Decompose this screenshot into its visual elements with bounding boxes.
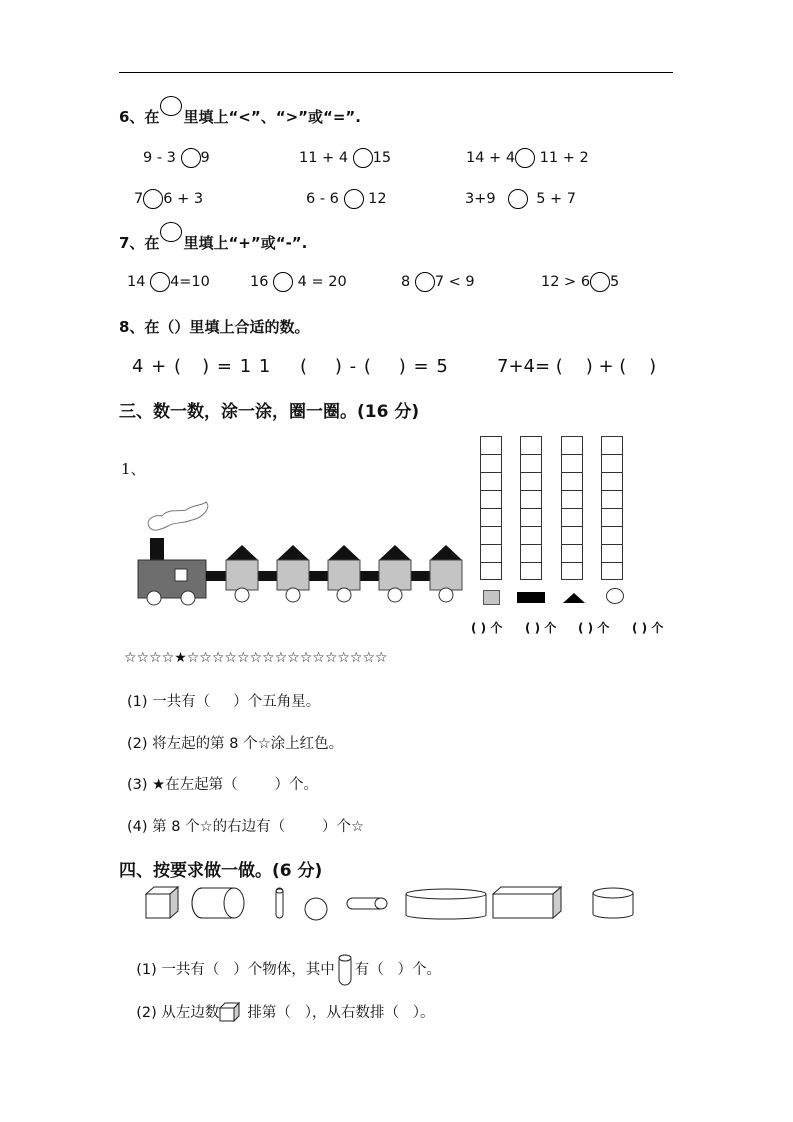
flat-cylinder-icon xyxy=(406,889,486,919)
count-cell[interactable] xyxy=(520,526,542,544)
count-cell[interactable] xyxy=(520,454,542,472)
count-cell[interactable] xyxy=(480,454,502,472)
s3-question-1: (1) 一共有（ ）个五角星。 xyxy=(127,694,321,710)
rectangle-shape-icon xyxy=(517,592,545,603)
s4-question-1 xyxy=(127,942,441,979)
count-cell[interactable] xyxy=(601,526,623,544)
q6-item xyxy=(143,148,210,168)
q7-right: 7 < 9 xyxy=(434,274,475,290)
count-cell[interactable] xyxy=(480,436,502,454)
count-cell[interactable] xyxy=(561,562,583,580)
q6-right: 15 xyxy=(372,150,392,166)
count-column xyxy=(561,436,583,580)
q6-right: 11 + 2 xyxy=(539,150,589,166)
count-blank[interactable]: ( ) 个 xyxy=(525,621,557,635)
section3-title: 三、数一数，涂一涂，圈一圈。(16 分) xyxy=(119,402,420,422)
solid-shapes-row xyxy=(140,884,640,924)
count-cell[interactable] xyxy=(561,454,583,472)
count-cell[interactable] xyxy=(601,562,623,580)
short-cylinder-icon xyxy=(593,888,633,918)
count-cell[interactable] xyxy=(520,508,542,526)
cube-icon xyxy=(146,887,178,918)
answer-circle[interactable] xyxy=(150,272,170,292)
train-illustration xyxy=(130,500,470,610)
train-car xyxy=(430,560,462,590)
thin-cylinder-lying-icon xyxy=(347,898,387,909)
train-car xyxy=(277,560,309,590)
count-cell[interactable] xyxy=(561,508,583,526)
thin-cylinder-standing-icon xyxy=(276,888,283,918)
count-cell[interactable] xyxy=(480,490,502,508)
blank-circle-icon xyxy=(160,222,182,242)
count-column xyxy=(480,436,502,580)
count-cell[interactable] xyxy=(520,544,542,562)
count-cell[interactable] xyxy=(480,562,502,580)
count-cell[interactable] xyxy=(601,454,623,472)
count-cell[interactable] xyxy=(601,508,623,526)
q7-title-pre: 7、在 xyxy=(119,234,160,252)
count-cell[interactable] xyxy=(480,544,502,562)
train-car xyxy=(379,560,411,590)
count-blank[interactable]: ( ) 个 xyxy=(578,621,610,635)
count-cell[interactable] xyxy=(561,544,583,562)
train-car xyxy=(328,560,360,590)
count-cell[interactable] xyxy=(480,508,502,526)
count-cell[interactable] xyxy=(601,490,623,508)
q6-left: 7 xyxy=(134,191,144,207)
q8-item: ( ) - ( ) = 5 xyxy=(300,356,449,377)
train-car xyxy=(226,560,258,590)
answer-circle[interactable] xyxy=(273,272,293,292)
answer-circle[interactable] xyxy=(590,272,610,292)
s3-question-2: (2) 将左起的第 8 个☆涂上红色。 xyxy=(127,736,344,752)
q8-title: 8、在（）里填上合适的数。 xyxy=(119,318,310,336)
q7-right: 4=10 xyxy=(170,274,210,290)
count-cell[interactable] xyxy=(561,490,583,508)
square-shape-icon xyxy=(483,590,500,605)
s3-question-4: (4) 第 8 个☆的右边有（ ）个☆ xyxy=(127,819,364,835)
answer-circle[interactable] xyxy=(515,148,535,168)
q7-right: 5 xyxy=(610,274,620,290)
chimney xyxy=(150,538,164,560)
wheel xyxy=(235,588,249,602)
wheel xyxy=(181,591,195,605)
q7-item xyxy=(127,272,210,292)
car-roof xyxy=(226,545,258,560)
count-cell[interactable] xyxy=(520,436,542,454)
q7-left: 16 xyxy=(250,274,269,290)
s4-q2-pre: (2) 从左边数 xyxy=(136,1005,220,1021)
count-column xyxy=(601,436,623,580)
s4-q2-post: 排第（ ），从右数排（ ）。 xyxy=(247,1005,435,1021)
wheel xyxy=(337,588,351,602)
count-cell[interactable] xyxy=(480,472,502,490)
s3-question-3: (3) ★在左起第（ ）个。 xyxy=(127,777,319,793)
count-blank[interactable]: ( ) 个 xyxy=(471,621,503,635)
car-roof xyxy=(430,545,462,560)
q6-item xyxy=(466,148,589,168)
s4-q1-pre: (1) 一共有（ ）个物体，其中 xyxy=(136,962,335,978)
q6-right: 5 + 7 xyxy=(536,191,577,207)
answer-circle[interactable] xyxy=(353,148,373,168)
q6-left: 3+9 xyxy=(465,191,496,207)
circle-shape-icon xyxy=(605,587,625,605)
count-cell[interactable] xyxy=(561,526,583,544)
cuboid-icon xyxy=(493,887,561,918)
answer-circle[interactable] xyxy=(508,189,528,209)
s4-question-2 xyxy=(127,985,435,1022)
q6-title-post: 里填上“<”、“>”或“=”. xyxy=(183,108,361,126)
wheel xyxy=(286,588,300,602)
answer-circle[interactable] xyxy=(181,148,201,168)
q7-right: 4 = 20 xyxy=(297,274,347,290)
q6-item xyxy=(465,189,576,209)
count-cell[interactable] xyxy=(520,562,542,580)
car-roof xyxy=(328,545,360,560)
count-cell[interactable] xyxy=(520,472,542,490)
q8-item: 7+4= ( ) + ( ) xyxy=(497,356,657,377)
count-blank[interactable]: ( ) 个 xyxy=(632,621,664,635)
count-cell[interactable] xyxy=(601,436,623,454)
blank-circle-icon xyxy=(160,96,182,116)
wheel xyxy=(439,588,453,602)
answer-circle[interactable] xyxy=(143,189,163,209)
section4-title: 四、按要求做一做。(6 分) xyxy=(119,861,323,881)
count-cell[interactable] xyxy=(601,472,623,490)
engine-window xyxy=(175,569,187,581)
q7-left: 14 xyxy=(127,274,146,290)
count-cell[interactable] xyxy=(601,544,623,562)
q7-left: 8 xyxy=(401,274,411,290)
q6-title xyxy=(119,106,361,127)
q7-item xyxy=(250,272,347,292)
train-engine xyxy=(138,560,206,598)
wheel xyxy=(388,588,402,602)
count-cell[interactable] xyxy=(561,436,583,454)
q6-item xyxy=(306,189,387,209)
answer-circle[interactable] xyxy=(344,189,364,209)
q6-left: 9 - 3 xyxy=(143,150,176,166)
cylinder-inline-icon xyxy=(338,953,352,987)
cube-inline-icon xyxy=(219,1002,241,1022)
q6-right: 12 xyxy=(368,191,387,207)
star-row: ☆☆☆☆★☆☆☆☆☆☆☆☆☆☆☆☆☆☆☆☆ xyxy=(124,650,388,666)
q6-left: 6 - 6 xyxy=(306,191,339,207)
wheel xyxy=(147,591,161,605)
count-column xyxy=(520,436,542,580)
triangle-shape-icon xyxy=(562,592,586,604)
sphere-icon xyxy=(305,898,327,920)
answer-circle[interactable] xyxy=(415,272,435,292)
q7-title xyxy=(119,232,307,253)
q6-item xyxy=(299,148,391,168)
s4-q1-post: 有（ ）个。 xyxy=(354,962,442,978)
q7-item xyxy=(541,272,619,292)
q7-title-post: 里填上“+”或“-”. xyxy=(183,234,308,252)
section3-sub-label: 1、 xyxy=(121,460,146,478)
count-cell[interactable] xyxy=(561,472,583,490)
q6-left: 14 + 4 xyxy=(466,150,516,166)
count-cell[interactable] xyxy=(480,526,502,544)
q7-item xyxy=(401,272,475,292)
q7-left: 12 > 6 xyxy=(541,274,591,290)
q6-title-pre: 6、在 xyxy=(119,108,160,126)
car-roof xyxy=(379,545,411,560)
q6-right: 6 + 3 xyxy=(163,191,204,207)
q6-left: 11 + 4 xyxy=(299,150,349,166)
smoke-icon xyxy=(148,502,208,530)
q8-item: 4 + ( ) = 1 1 xyxy=(132,356,272,377)
car-roof xyxy=(277,545,309,560)
cylinder-lying-icon xyxy=(192,888,244,918)
q6-item xyxy=(134,189,203,209)
q6-right: 9 xyxy=(200,150,210,166)
count-cell[interactable] xyxy=(520,490,542,508)
header-rule xyxy=(119,72,673,73)
